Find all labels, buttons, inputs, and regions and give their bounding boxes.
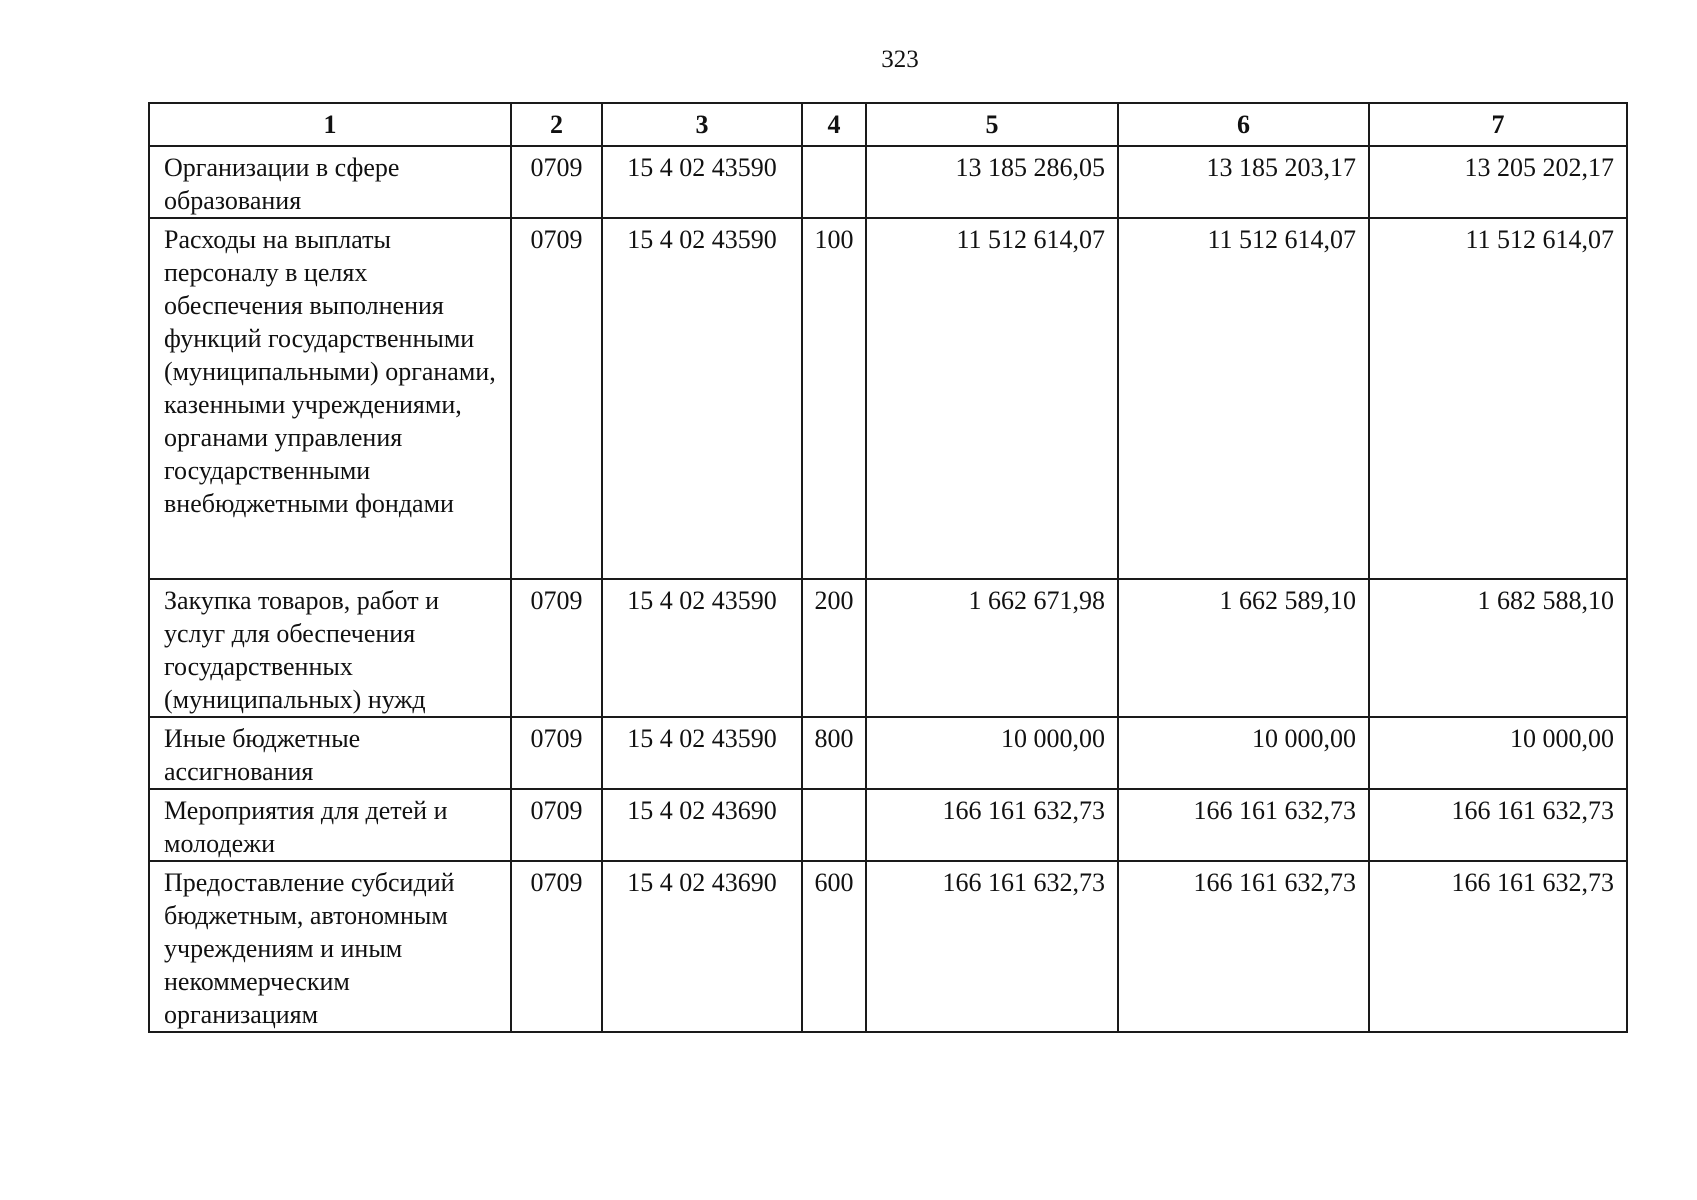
row-value-7: 10 000,00 — [1369, 717, 1627, 789]
row-type: 600 — [802, 861, 866, 1032]
table-row — [149, 789, 1627, 861]
row-name: Мероприятия для детей и молодежи — [149, 789, 511, 861]
row-code: 15 4 02 43690 — [602, 789, 802, 861]
table-row — [149, 146, 1627, 218]
row-section: 0709 — [511, 146, 602, 218]
row-name: Иные бюджетные ассигнования — [149, 717, 511, 789]
row-value-7: 11 512 614,07 — [1369, 218, 1627, 579]
row-section: 0709 — [511, 218, 602, 579]
row-value-6: 1 662 589,10 — [1118, 579, 1369, 717]
header-col-5: 5 — [866, 103, 1118, 146]
header-row — [149, 103, 1627, 146]
header-col-2: 2 — [511, 103, 602, 146]
row-type — [802, 146, 866, 218]
row-section: 0709 — [511, 717, 602, 789]
row-type: 100 — [802, 218, 866, 579]
row-name: Расходы на выплаты персоналу в целях обеспечения выполнения функций государственными (муниципальными) органами, казенными учреждениями, органами управления государственными внебюджетными фондами — [149, 218, 511, 579]
row-value-6: 10 000,00 — [1118, 717, 1369, 789]
header-col-7: 7 — [1369, 103, 1627, 146]
row-type — [802, 789, 866, 861]
row-section: 0709 — [511, 861, 602, 1032]
budget-table — [148, 102, 1628, 1033]
table-row — [149, 579, 1627, 717]
row-section: 0709 — [511, 579, 602, 717]
row-value-5: 1 662 671,98 — [866, 579, 1118, 717]
header-col-4: 4 — [802, 103, 866, 146]
row-value-5: 13 185 286,05 — [866, 146, 1118, 218]
row-value-6: 11 512 614,07 — [1118, 218, 1369, 579]
row-type: 800 — [802, 717, 866, 789]
row-code: 15 4 02 43590 — [602, 146, 802, 218]
row-section: 0709 — [511, 789, 602, 861]
row-value-7: 1 682 588,10 — [1369, 579, 1627, 717]
row-code: 15 4 02 43590 — [602, 579, 802, 717]
row-code: 15 4 02 43590 — [602, 717, 802, 789]
table-row — [149, 717, 1627, 789]
row-value-6: 166 161 632,73 — [1118, 789, 1369, 861]
row-value-6: 13 185 203,17 — [1118, 146, 1369, 218]
row-name: Закупка товаров, работ и услуг для обеспечения государственных (муниципальных) нужд — [149, 579, 511, 717]
row-type: 200 — [802, 579, 866, 717]
row-value-7: 166 161 632,73 — [1369, 789, 1627, 861]
header-col-1: 1 — [149, 103, 511, 146]
row-value-7: 13 205 202,17 — [1369, 146, 1627, 218]
row-value-6: 166 161 632,73 — [1118, 861, 1369, 1032]
row-name: Организации в сфере образования — [149, 146, 511, 218]
table-row — [149, 218, 1627, 579]
row-value-5: 166 161 632,73 — [866, 789, 1118, 861]
row-value-5: 10 000,00 — [866, 717, 1118, 789]
row-value-5: 166 161 632,73 — [866, 861, 1118, 1032]
header-col-3: 3 — [602, 103, 802, 146]
row-value-7: 166 161 632,73 — [1369, 861, 1627, 1032]
page-number: 323 — [881, 46, 919, 73]
row-name: Предоставление субсидий бюджетным, автономным учреждениям и иным некоммерческим организациям — [149, 861, 511, 1032]
header-col-6: 6 — [1118, 103, 1369, 146]
row-code: 15 4 02 43690 — [602, 861, 802, 1032]
row-code: 15 4 02 43590 — [602, 218, 802, 579]
table-row — [149, 861, 1627, 1032]
row-value-5: 11 512 614,07 — [866, 218, 1118, 579]
